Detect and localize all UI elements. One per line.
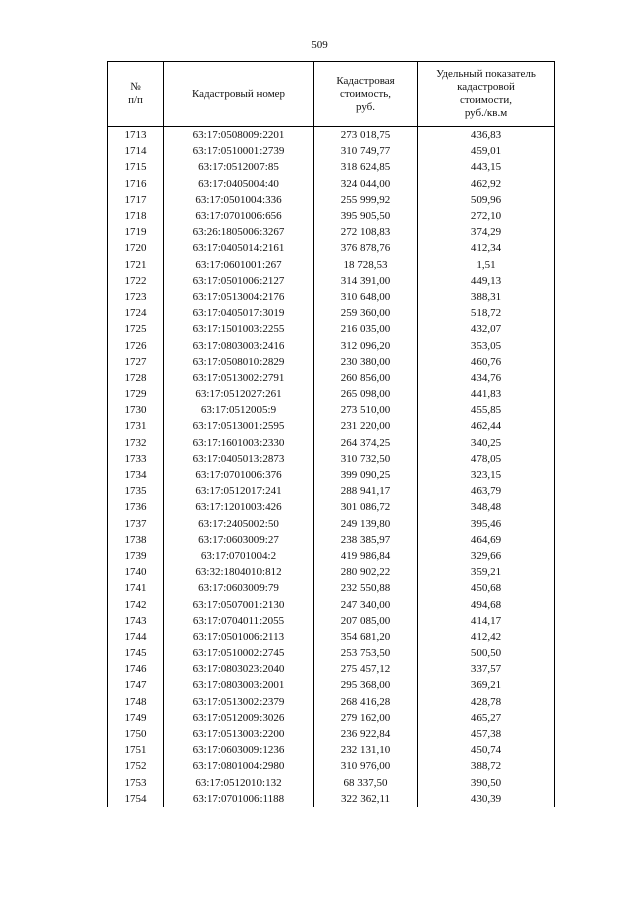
cell-index: 1743	[108, 613, 164, 629]
cell-cadastral-value: 268 416,28	[314, 694, 418, 710]
cell-specific-value: 500,50	[418, 645, 555, 661]
cell-index: 1749	[108, 710, 164, 726]
table-row	[108, 257, 555, 273]
cell-specific-value: 465,27	[418, 710, 555, 726]
cell-index: 1734	[108, 467, 164, 483]
cell-specific-value: 272,10	[418, 208, 555, 224]
cell-cadastral-value: 231 220,00	[314, 418, 418, 434]
cell-index: 1719	[108, 224, 164, 240]
cell-cadastral-value: 273 018,75	[314, 127, 418, 144]
cell-cadastral-number: 63:17:0803003:2001	[164, 677, 314, 693]
cell-index: 1737	[108, 516, 164, 532]
cell-cadastral-number: 63:17:0601001:267	[164, 257, 314, 273]
cell-index: 1746	[108, 661, 164, 677]
cell-cadastral-number: 63:32:1804010:812	[164, 564, 314, 580]
cell-cadastral-number: 63:26:1805006:3267	[164, 224, 314, 240]
cell-cadastral-number: 63:17:1601003:2330	[164, 435, 314, 451]
cell-index: 1723	[108, 289, 164, 305]
table-row	[108, 337, 555, 353]
page-number: 509	[311, 39, 328, 51]
cell-index: 1738	[108, 532, 164, 548]
table-row	[108, 321, 555, 337]
cell-cadastral-number: 63:17:0510001:2739	[164, 143, 314, 159]
cell-specific-value: 388,31	[418, 289, 555, 305]
cell-cadastral-value: 236 922,84	[314, 726, 418, 742]
table-row	[108, 661, 555, 677]
table-row	[108, 467, 555, 483]
cell-index: 1741	[108, 580, 164, 596]
cell-cadastral-value: 260 856,00	[314, 370, 418, 386]
cell-cadastral-number: 63:17:0803003:2416	[164, 337, 314, 353]
cell-specific-value: 432,07	[418, 321, 555, 337]
cell-cadastral-value: 295 368,00	[314, 677, 418, 693]
table-row	[108, 516, 555, 532]
cell-cadastral-value: 280 902,22	[314, 564, 418, 580]
cell-cadastral-value: 216 035,00	[314, 321, 418, 337]
cell-cadastral-number: 63:17:0513002:2379	[164, 694, 314, 710]
cell-specific-value: 388,72	[418, 758, 555, 774]
cell-cadastral-number: 63:17:0501004:336	[164, 192, 314, 208]
cell-specific-value: 478,05	[418, 451, 555, 467]
header-specific-value: Удельный показатель кадастровой стоимости, руб./кв.м	[418, 62, 555, 127]
table-row	[108, 240, 555, 256]
table-row	[108, 532, 555, 548]
cell-cadastral-value: 310 976,00	[314, 758, 418, 774]
cell-index: 1754	[108, 791, 164, 807]
cell-cadastral-number: 63:17:0512017:241	[164, 483, 314, 499]
cell-index: 1752	[108, 758, 164, 774]
cell-specific-value: 509,96	[418, 192, 555, 208]
table-row	[108, 143, 555, 159]
table-row	[108, 402, 555, 418]
cell-index: 1714	[108, 143, 164, 159]
cell-specific-value: 323,15	[418, 467, 555, 483]
cell-cadastral-value: 318 624,85	[314, 159, 418, 175]
cell-index: 1732	[108, 435, 164, 451]
cell-cadastral-number: 63:17:0704011:2055	[164, 613, 314, 629]
cell-cadastral-value: 310 648,00	[314, 289, 418, 305]
table-header	[108, 62, 555, 127]
table-row	[108, 354, 555, 370]
table-row	[108, 192, 555, 208]
cell-cadastral-number: 63:17:0508009:2201	[164, 127, 314, 144]
table-row	[108, 596, 555, 612]
cell-index: 1713	[108, 127, 164, 144]
cell-cadastral-number: 63:17:2405002:50	[164, 516, 314, 532]
cell-index: 1744	[108, 629, 164, 645]
cell-cadastral-number: 63:17:0405014:2161	[164, 240, 314, 256]
table-row	[108, 499, 555, 515]
cell-index: 1750	[108, 726, 164, 742]
cell-cadastral-number: 63:17:0512027:261	[164, 386, 314, 402]
cell-index: 1725	[108, 321, 164, 337]
table-row	[108, 208, 555, 224]
cell-cadastral-value: 207 085,00	[314, 613, 418, 629]
cell-cadastral-number: 63:17:0512005:9	[164, 402, 314, 418]
header-cadastral-value: Кадастровая стоимость, руб.	[314, 62, 418, 127]
table-row	[108, 758, 555, 774]
cell-cadastral-value: 272 108,83	[314, 224, 418, 240]
cell-index: 1739	[108, 548, 164, 564]
cell-index: 1721	[108, 257, 164, 273]
cell-cadastral-number: 63:17:0510002:2745	[164, 645, 314, 661]
cell-specific-value: 436,83	[418, 127, 555, 144]
table-row	[108, 580, 555, 596]
cell-index: 1751	[108, 742, 164, 758]
cell-index: 1730	[108, 402, 164, 418]
cell-specific-value: 412,42	[418, 629, 555, 645]
table-row	[108, 564, 555, 580]
cell-cadastral-value: 232 550,88	[314, 580, 418, 596]
cell-cadastral-value: 232 131,10	[314, 742, 418, 758]
cell-cadastral-number: 63:17:0513001:2595	[164, 418, 314, 434]
cell-cadastral-value: 230 380,00	[314, 354, 418, 370]
cell-cadastral-value: 322 362,11	[314, 791, 418, 807]
cell-specific-value: 455,85	[418, 402, 555, 418]
cell-specific-value: 462,92	[418, 176, 555, 192]
cell-cadastral-value: 18 728,53	[314, 257, 418, 273]
cell-index: 1717	[108, 192, 164, 208]
cell-index: 1726	[108, 337, 164, 353]
table-row	[108, 418, 555, 434]
table-row	[108, 483, 555, 499]
cell-cadastral-number: 63:17:0701006:376	[164, 467, 314, 483]
cell-specific-value: 353,05	[418, 337, 555, 353]
cell-specific-value: 390,50	[418, 775, 555, 791]
cell-index: 1733	[108, 451, 164, 467]
table-row	[108, 176, 555, 192]
cell-specific-value: 374,29	[418, 224, 555, 240]
cell-cadastral-value: 273 510,00	[314, 402, 418, 418]
header-cadastral-number: Кадастровый номер	[164, 62, 314, 127]
cell-specific-value: 412,34	[418, 240, 555, 256]
table-row	[108, 677, 555, 693]
cell-specific-value: 460,76	[418, 354, 555, 370]
cell-cadastral-number: 63:17:0501006:2127	[164, 273, 314, 289]
cell-specific-value: 348,48	[418, 499, 555, 515]
cell-specific-value: 340,25	[418, 435, 555, 451]
cell-cadastral-number: 63:17:0803023:2040	[164, 661, 314, 677]
cell-cadastral-value: 419 986,84	[314, 548, 418, 564]
cell-specific-value: 359,21	[418, 564, 555, 580]
cell-specific-value: 457,38	[418, 726, 555, 742]
cell-cadastral-value: 376 878,76	[314, 240, 418, 256]
table-row	[108, 386, 555, 402]
cell-index: 1724	[108, 305, 164, 321]
cell-cadastral-number: 63:17:0801004:2980	[164, 758, 314, 774]
cell-specific-value: 428,78	[418, 694, 555, 710]
cell-index: 1735	[108, 483, 164, 499]
table-row	[108, 435, 555, 451]
table-row	[108, 710, 555, 726]
cell-specific-value: 450,74	[418, 742, 555, 758]
header-index: № п/п	[108, 62, 164, 127]
table-body	[108, 127, 555, 807]
cell-cadastral-value: 249 139,80	[314, 516, 418, 532]
cadastre-table	[107, 61, 555, 807]
cell-specific-value: 463,79	[418, 483, 555, 499]
cell-cadastral-number: 63:17:0512007:85	[164, 159, 314, 175]
cell-index: 1729	[108, 386, 164, 402]
cell-index: 1715	[108, 159, 164, 175]
table-row	[108, 726, 555, 742]
table-row	[108, 548, 555, 564]
cell-cadastral-value: 259 360,00	[314, 305, 418, 321]
cell-cadastral-number: 63:17:0701006:1188	[164, 791, 314, 807]
cell-specific-value: 462,44	[418, 418, 555, 434]
cell-index: 1753	[108, 775, 164, 791]
table-row	[108, 694, 555, 710]
cell-cadastral-number: 63:17:1501003:2255	[164, 321, 314, 337]
cell-cadastral-value: 324 044,00	[314, 176, 418, 192]
cell-cadastral-number: 63:17:0603009:1236	[164, 742, 314, 758]
cell-specific-value: 443,15	[418, 159, 555, 175]
cell-cadastral-value: 310 732,50	[314, 451, 418, 467]
cell-cadastral-number: 63:17:0513003:2200	[164, 726, 314, 742]
cell-cadastral-value: 253 753,50	[314, 645, 418, 661]
cell-cadastral-value: 264 374,25	[314, 435, 418, 451]
cell-cadastral-number: 63:17:0508010:2829	[164, 354, 314, 370]
cell-specific-value: 395,46	[418, 516, 555, 532]
cell-cadastral-number: 63:17:0405013:2873	[164, 451, 314, 467]
cell-cadastral-number: 63:17:0501006:2113	[164, 629, 314, 645]
cell-cadastral-value: 314 391,00	[314, 273, 418, 289]
cell-index: 1718	[108, 208, 164, 224]
cell-index: 1745	[108, 645, 164, 661]
table-row	[108, 370, 555, 386]
cell-cadastral-value: 288 941,17	[314, 483, 418, 499]
cell-cadastral-value: 399 090,25	[314, 467, 418, 483]
cell-cadastral-number: 63:17:0512009:3026	[164, 710, 314, 726]
cell-cadastral-value: 395 905,50	[314, 208, 418, 224]
cell-cadastral-number: 63:17:0603009:79	[164, 580, 314, 596]
cell-specific-value: 518,72	[418, 305, 555, 321]
cell-cadastral-value: 310 749,77	[314, 143, 418, 159]
table-row	[108, 159, 555, 175]
cell-cadastral-value: 275 457,12	[314, 661, 418, 677]
cell-specific-value: 337,57	[418, 661, 555, 677]
table-row	[108, 273, 555, 289]
table-row	[108, 289, 555, 305]
cell-specific-value: 430,39	[418, 791, 555, 807]
cell-cadastral-number: 63:17:0512010:132	[164, 775, 314, 791]
cell-index: 1720	[108, 240, 164, 256]
header-row	[108, 62, 555, 127]
table-row	[108, 791, 555, 807]
cell-specific-value: 414,17	[418, 613, 555, 629]
cell-specific-value: 459,01	[418, 143, 555, 159]
cell-index: 1716	[108, 176, 164, 192]
cell-index: 1727	[108, 354, 164, 370]
cell-specific-value: 449,13	[418, 273, 555, 289]
table-row	[108, 645, 555, 661]
cell-cadastral-number: 63:17:0513002:2791	[164, 370, 314, 386]
table-row	[108, 775, 555, 791]
cell-cadastral-number: 63:17:0701006:656	[164, 208, 314, 224]
cell-index: 1722	[108, 273, 164, 289]
cell-index: 1736	[108, 499, 164, 515]
cell-index: 1731	[108, 418, 164, 434]
cell-cadastral-number: 63:17:0701004:2	[164, 548, 314, 564]
cell-specific-value: 464,69	[418, 532, 555, 548]
cell-cadastral-number: 63:17:0405017:3019	[164, 305, 314, 321]
cell-specific-value: 329,66	[418, 548, 555, 564]
cell-specific-value: 494,68	[418, 596, 555, 612]
cell-cadastral-value: 68 337,50	[314, 775, 418, 791]
cell-cadastral-number: 63:17:1201003:426	[164, 499, 314, 515]
table-row	[108, 629, 555, 645]
table-row	[108, 742, 555, 758]
table-row	[108, 224, 555, 240]
cell-cadastral-number: 63:17:0405004:40	[164, 176, 314, 192]
cell-cadastral-value: 238 385,97	[314, 532, 418, 548]
cell-index: 1747	[108, 677, 164, 693]
cell-cadastral-value: 354 681,20	[314, 629, 418, 645]
cell-index: 1748	[108, 694, 164, 710]
cell-specific-value: 434,76	[418, 370, 555, 386]
table-row	[108, 127, 555, 144]
cell-specific-value: 369,21	[418, 677, 555, 693]
cell-cadastral-value: 301 086,72	[314, 499, 418, 515]
cell-cadastral-value: 279 162,00	[314, 710, 418, 726]
cell-cadastral-number: 63:17:0513004:2176	[164, 289, 314, 305]
cell-cadastral-value: 312 096,20	[314, 337, 418, 353]
cell-cadastral-number: 63:17:0603009:27	[164, 532, 314, 548]
table-row	[108, 451, 555, 467]
cell-index: 1740	[108, 564, 164, 580]
cell-specific-value: 1,51	[418, 257, 555, 273]
cell-specific-value: 450,68	[418, 580, 555, 596]
cell-cadastral-value: 247 340,00	[314, 596, 418, 612]
cell-cadastral-number: 63:17:0507001:2130	[164, 596, 314, 612]
table-row	[108, 305, 555, 321]
cell-cadastral-value: 265 098,00	[314, 386, 418, 402]
cell-index: 1728	[108, 370, 164, 386]
table-row	[108, 613, 555, 629]
cell-index: 1742	[108, 596, 164, 612]
cell-specific-value: 441,83	[418, 386, 555, 402]
cell-cadastral-value: 255 999,92	[314, 192, 418, 208]
